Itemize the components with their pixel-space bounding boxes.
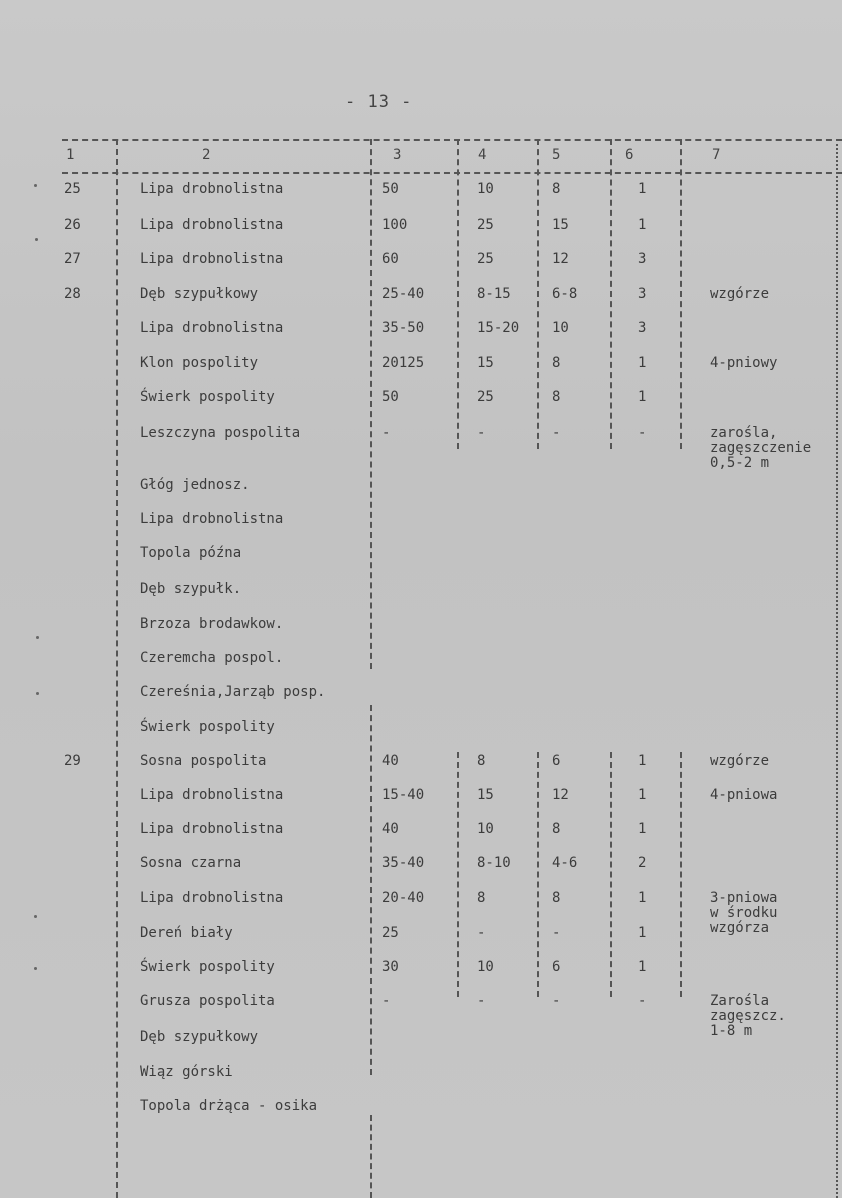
cell-col3: 25-40 xyxy=(382,286,425,302)
cell-species: Brzoza brodawkow. xyxy=(140,616,284,632)
cell-col4: 25 xyxy=(477,389,494,405)
column-header-4: 4 xyxy=(478,147,487,163)
table-row xyxy=(0,478,842,512)
cell-col6: 2 xyxy=(638,855,647,871)
cell-col4: 8-15 xyxy=(477,286,511,302)
cell-col4: 15 xyxy=(477,355,494,371)
cell-notes: zarośla, zagęszczenie 0,5-2 m xyxy=(710,425,812,471)
table-row xyxy=(0,1099,842,1133)
cell-col6: 1 xyxy=(638,217,647,233)
cell-species: Lipa drobnolistna xyxy=(140,890,284,906)
cell-col3: 40 xyxy=(382,753,399,769)
cell-col5: 10 xyxy=(552,320,569,336)
cell-col3: 50 xyxy=(382,181,399,197)
cell-col4: - xyxy=(477,993,486,1009)
cell-species: Lipa drobnolistna xyxy=(140,320,284,336)
column-header-7: 7 xyxy=(712,147,721,163)
cell-col3: 50 xyxy=(382,389,399,405)
cell-species: Głóg jednosz. xyxy=(140,477,250,493)
cell-col3: - xyxy=(382,993,391,1009)
cell-species: Dęb szypułk. xyxy=(140,581,242,597)
table-row xyxy=(0,1030,842,1064)
cell-no: 28 xyxy=(64,286,81,302)
cell-species: Lipa drobnolistna xyxy=(140,181,284,197)
cell-col3: 20-40 xyxy=(382,890,425,906)
scan-speck xyxy=(36,692,39,695)
table-row xyxy=(0,582,842,616)
table-row xyxy=(0,512,842,546)
cell-col5: - xyxy=(552,925,561,941)
cell-col6: 1 xyxy=(638,181,647,197)
cell-col6: 3 xyxy=(638,320,647,336)
cell-col4: - xyxy=(477,425,486,441)
cell-col6: 3 xyxy=(638,286,647,302)
cell-species: Dęb szypułkowy xyxy=(140,1029,259,1045)
cell-col5: 6 xyxy=(552,959,561,975)
cell-col4: 25 xyxy=(477,251,494,267)
cell-col4: 8-10 xyxy=(477,855,511,871)
column-header-3: 3 xyxy=(393,147,402,163)
cell-species: Świerk pospolity xyxy=(140,719,275,735)
table-row xyxy=(0,182,842,216)
cell-species: Wiąz górski xyxy=(140,1064,233,1080)
cell-species: Grusza pospolita xyxy=(140,993,275,1009)
cell-species: Sosna czarna xyxy=(140,855,242,871)
cell-notes: wzgórze xyxy=(710,753,770,769)
cell-species: Lipa drobnolistna xyxy=(140,787,284,803)
cell-species: Topola późna xyxy=(140,545,242,561)
cell-species: Klon pospolity xyxy=(140,355,259,371)
cell-species: Lipa drobnolistna xyxy=(140,251,284,267)
scan-speck xyxy=(34,184,37,187)
cell-col6: 1 xyxy=(638,753,647,769)
cell-col5: 6 xyxy=(552,753,561,769)
cell-species: Sosna pospolita xyxy=(140,753,267,769)
table-row xyxy=(0,321,842,355)
cell-col4: 10 xyxy=(477,181,494,197)
table-row xyxy=(0,788,842,822)
cell-col5: 8 xyxy=(552,389,561,405)
cell-col5: 6-8 xyxy=(552,286,578,302)
table-row xyxy=(0,1065,842,1099)
table-row xyxy=(0,651,842,685)
scan-speck xyxy=(34,915,37,918)
cell-no: 26 xyxy=(64,217,81,233)
cell-col6: 1 xyxy=(638,355,647,371)
cell-notes: 3-pniowa w środku wzgórza xyxy=(710,890,778,936)
cell-species: Świerk pospolity xyxy=(140,959,275,975)
cell-col6: - xyxy=(638,425,647,441)
table-row xyxy=(0,287,842,321)
cell-col3: 25 xyxy=(382,925,399,941)
column-header-2: 2 xyxy=(202,147,211,163)
cell-col3: 35-50 xyxy=(382,320,425,336)
cell-col5: 12 xyxy=(552,787,569,803)
cell-col5: - xyxy=(552,425,561,441)
cell-col3: 20125 xyxy=(382,355,425,371)
cell-notes: 4-pniowa xyxy=(710,787,778,803)
table-row xyxy=(0,754,842,788)
cell-col4: 10 xyxy=(477,821,494,837)
table-row xyxy=(0,425,842,471)
column-header-6: 6 xyxy=(625,147,634,163)
cell-col4: 8 xyxy=(477,890,486,906)
cell-col4: 8 xyxy=(477,753,486,769)
cell-notes: Zarośla zagęszcz. 1-8 m xyxy=(710,993,786,1039)
table-row xyxy=(0,926,842,960)
cell-col5: 8 xyxy=(552,821,561,837)
cell-species: Czereśnia,Jarząb posp. xyxy=(140,684,326,700)
cell-notes: 4-pniowy xyxy=(710,355,778,371)
table-row xyxy=(0,720,842,754)
table-row xyxy=(0,960,842,994)
cell-col4: 15-20 xyxy=(477,320,520,336)
table-row xyxy=(0,822,842,856)
cell-col3: - xyxy=(382,425,391,441)
cell-col3: 15-40 xyxy=(382,787,425,803)
page-number: - 13 - xyxy=(345,92,413,112)
column-header-1: 1 xyxy=(66,147,75,163)
cell-col3: 35-40 xyxy=(382,855,425,871)
cell-species: Topola drżąca - osika xyxy=(140,1098,318,1114)
cell-col6: 1 xyxy=(638,787,647,803)
cell-col5: 8 xyxy=(552,355,561,371)
cell-species: Czeremcha pospol. xyxy=(140,650,284,666)
table-row xyxy=(0,685,842,719)
table-row xyxy=(0,390,842,424)
cell-species: Świerk pospolity xyxy=(140,389,275,405)
cell-col3: 40 xyxy=(382,821,399,837)
cell-col6: 1 xyxy=(638,959,647,975)
cell-col6: 3 xyxy=(638,251,647,267)
cell-col5: 8 xyxy=(552,181,561,197)
cell-col6: 1 xyxy=(638,389,647,405)
cell-species: Lipa drobnolistna xyxy=(140,511,284,527)
cell-col5: 4-6 xyxy=(552,855,578,871)
table-row xyxy=(0,617,842,651)
cell-col5: - xyxy=(552,993,561,1009)
cell-col3: 60 xyxy=(382,251,399,267)
cell-col6: 1 xyxy=(638,925,647,941)
scan-speck xyxy=(35,238,38,241)
cell-col4: 25 xyxy=(477,217,494,233)
table-row xyxy=(0,356,842,390)
cell-col5: 12 xyxy=(552,251,569,267)
cell-no: 25 xyxy=(64,181,81,197)
table-row xyxy=(0,546,842,580)
cell-notes: wzgórze xyxy=(710,286,770,302)
cell-col3: 100 xyxy=(382,217,408,233)
cell-species: Lipa drobnolistna xyxy=(140,217,284,233)
cell-species: Dęb szypułkowy xyxy=(140,286,259,302)
cell-species: Dereń biały xyxy=(140,925,233,941)
cell-col4: 15 xyxy=(477,787,494,803)
cell-col5: 15 xyxy=(552,217,569,233)
cell-col3: 30 xyxy=(382,959,399,975)
table-row xyxy=(0,252,842,286)
cell-col6: - xyxy=(638,993,647,1009)
cell-species: Lipa drobnolistna xyxy=(140,821,284,837)
table-row xyxy=(0,856,842,890)
table-header-rule xyxy=(62,172,842,174)
cell-col6: 1 xyxy=(638,890,647,906)
cell-col4: - xyxy=(477,925,486,941)
cell-col4: 10 xyxy=(477,959,494,975)
column-header-5: 5 xyxy=(552,147,561,163)
table-top-rule xyxy=(62,139,842,141)
table-row xyxy=(0,218,842,252)
cell-no: 27 xyxy=(64,251,81,267)
scan-speck xyxy=(36,636,39,639)
cell-col5: 8 xyxy=(552,890,561,906)
scan-speck xyxy=(34,967,37,970)
cell-species: Leszczyna pospolita xyxy=(140,425,301,441)
cell-col6: 1 xyxy=(638,821,647,837)
cell-no: 29 xyxy=(64,753,81,769)
